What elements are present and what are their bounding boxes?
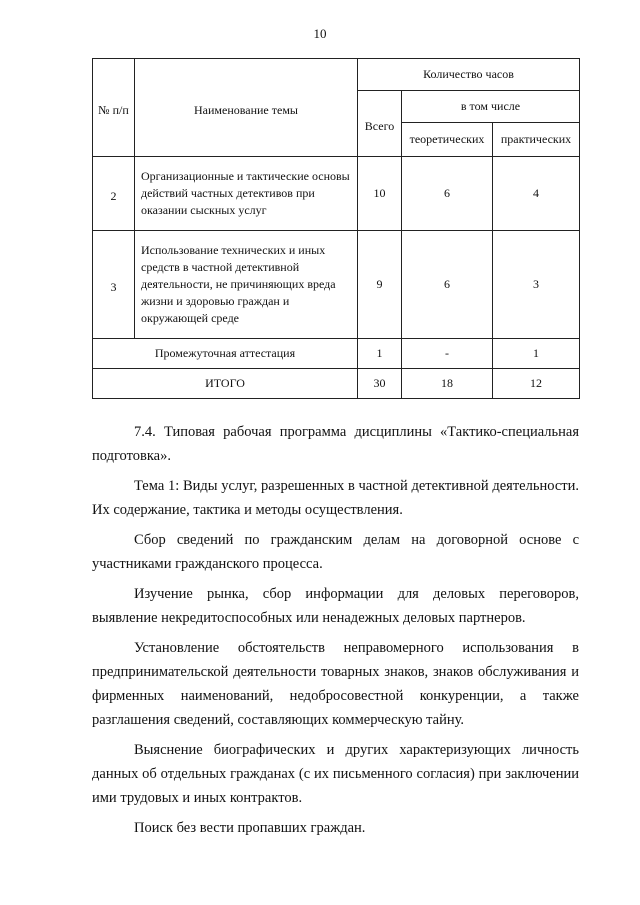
row-total: 9 [358, 231, 402, 339]
attestation-label: Промежуточная аттестация [93, 339, 358, 369]
hours-table [92, 58, 580, 399]
row-topic: Использование технических и иных средств в частной детективной деятельности, не причиняющих вреда жизни и здоровью граждан и окружающей среде [135, 231, 358, 339]
itogo-practical: 12 [493, 369, 580, 399]
row-practical: 3 [493, 231, 580, 339]
paragraph: Тема 1: Виды услуг, разрешенных в частной детективной деятельности. Их содержание, тактика и методы осуществления. [92, 478, 579, 518]
row-num: 3 [93, 231, 135, 339]
attestation-theoretical: - [402, 339, 493, 369]
row-topic: Организационные и тактические основы действий частных детективов при оказании сыскных услуг [135, 157, 358, 231]
table-row [93, 231, 580, 339]
itogo-theoretical: 18 [402, 369, 493, 399]
attestation-total: 1 [358, 339, 402, 369]
attestation-row [93, 339, 580, 369]
header-topic: Наименование темы [135, 59, 358, 157]
row-num: 2 [93, 157, 135, 231]
attestation-practical: 1 [493, 339, 580, 369]
paragraph: Изучение рынка, сбор информации для деловых переговоров, выявление некредитоспособных или ненадежных деловых партнеров. [92, 586, 579, 626]
paragraph: Сбор сведений по гражданским делам на договорной основе с участниками гражданского процесса. [92, 532, 579, 572]
paragraph: 7.4. Типовая рабочая программа дисциплины «Тактико-специальная подготовка». [92, 424, 579, 464]
header-practical: практических [493, 123, 580, 157]
header-including: в том числе [402, 91, 580, 123]
page-number: 10 [313, 26, 327, 41]
header-num: № п/п [93, 59, 135, 157]
row-theoretical: 6 [402, 157, 493, 231]
itogo-total: 30 [358, 369, 402, 399]
row-total: 10 [358, 157, 402, 231]
row-practical: 4 [493, 157, 580, 231]
header-total: Всего [358, 91, 402, 157]
itogo-row [93, 369, 580, 399]
header-hours: Количество часов [358, 59, 580, 91]
paragraph: Поиск без вести пропавших граждан. [134, 820, 366, 836]
table-row [93, 157, 580, 231]
paragraph: Выяснение биографических и других характеризующих личность данных об отдельных гражданах (с их письменного согласия) при заключении ими трудовых и иных контрактов. [92, 742, 579, 806]
body-text [92, 420, 579, 840]
row-theoretical: 6 [402, 231, 493, 339]
paragraph: Установление обстоятельств неправомерного использования в предпринимательской деятельности товарных знаков, знаков обслуживания и фирменных наименований, недобросовестной конкуренции, а также разглашения сведений, составляющих коммерческую тайну. [92, 640, 579, 728]
itogo-label: ИТОГО [93, 369, 358, 399]
header-theoretical: теоретических [402, 123, 493, 157]
